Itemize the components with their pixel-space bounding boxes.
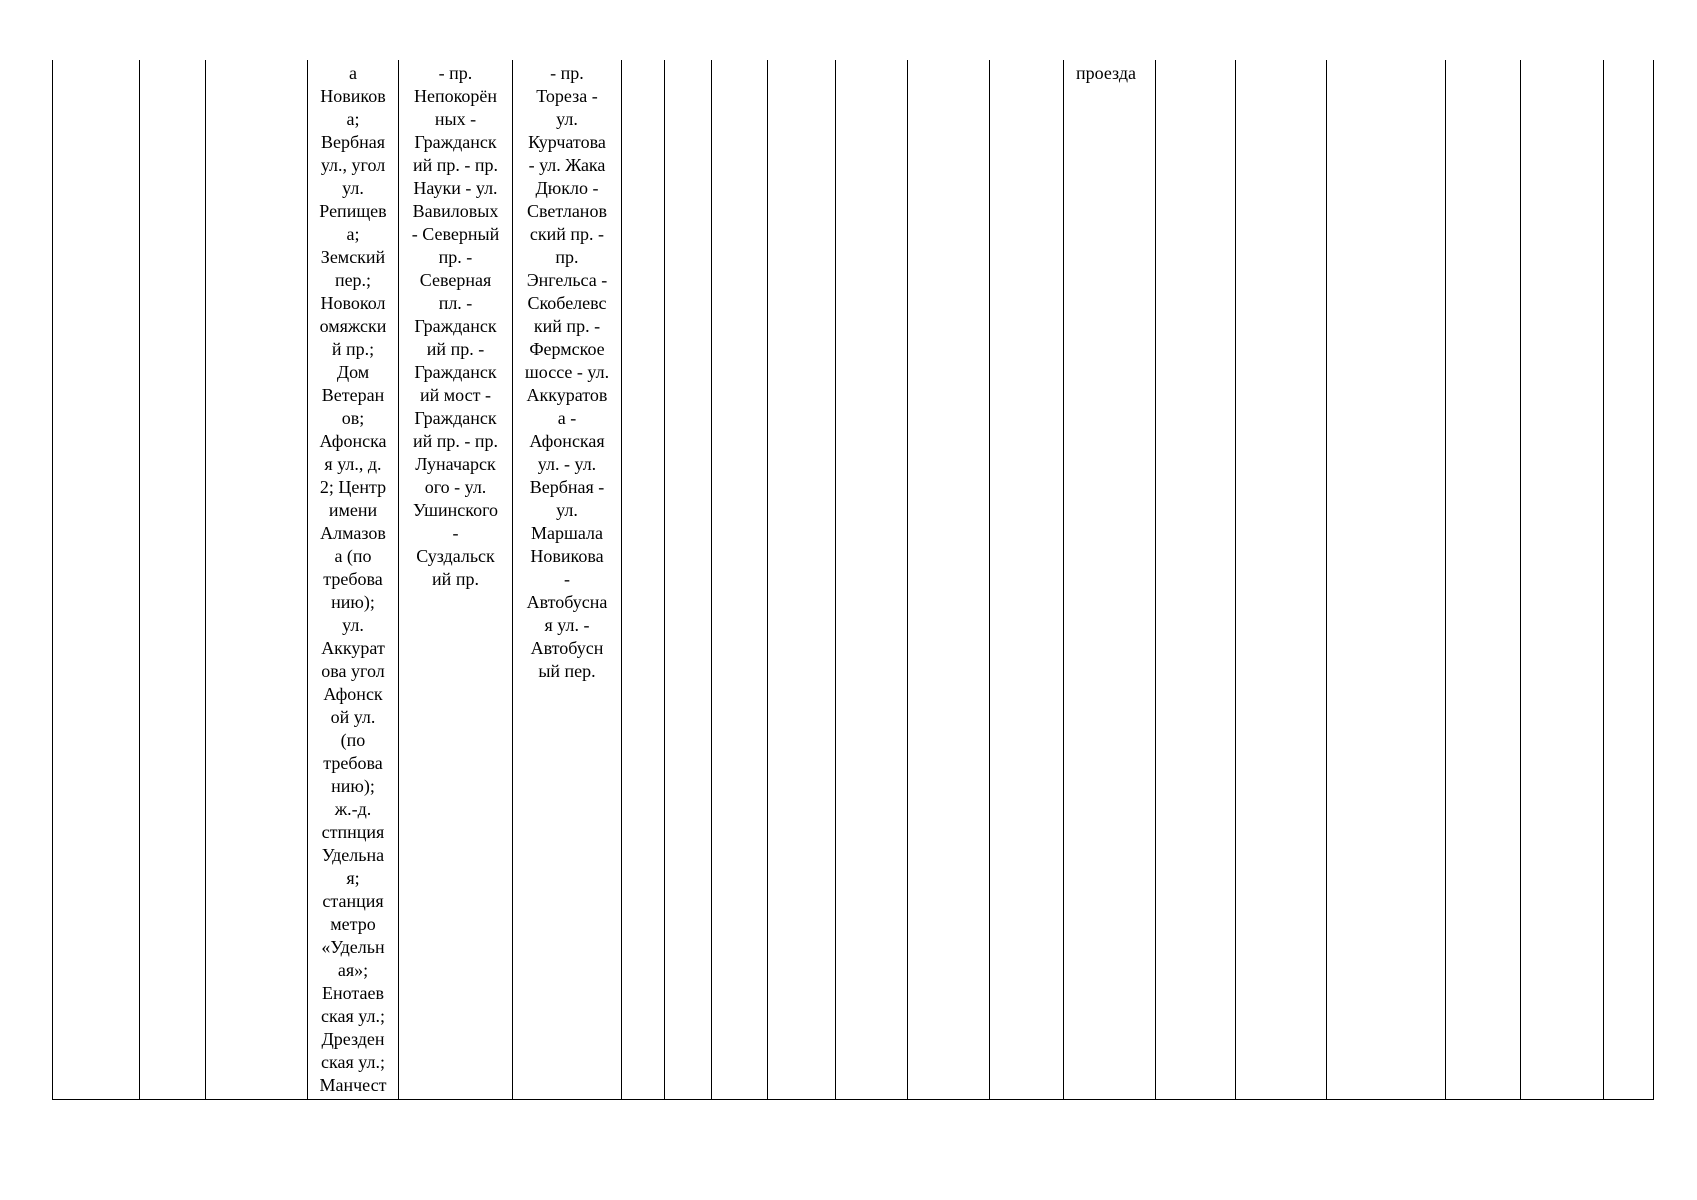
table-cell-18 [1446, 60, 1521, 1100]
fare-type-text: проезда [1076, 63, 1136, 83]
table-cell-11 [836, 60, 908, 1100]
table-row [53, 60, 1654, 1100]
route-forward-cell [399, 60, 513, 1100]
table-cell-8 [665, 60, 712, 1100]
table-cell-10 [768, 60, 836, 1100]
table-cell-7 [622, 60, 665, 1100]
stops-cell [308, 60, 399, 1100]
table-cell-3 [206, 60, 308, 1100]
route-backward-text: - пр. Тореза - ул. Курчатова - ул. Жака Дюкло - Светланов ский пр. - пр. Энгельса - Скобелевс кий пр. - Фермское шоссе - ул. Аккуратов а - Афонская ул. - ул. Вербная - ул. Маршала Новикова - Автобусна я ул. - Автобусн ый пер. [524, 63, 610, 681]
fare-type-cell [1064, 60, 1156, 1100]
table-cell-15 [1156, 60, 1236, 1100]
table-cell-12 [908, 60, 990, 1100]
table-cell-2 [140, 60, 206, 1100]
route-forward-text: - пр. Непокорён ных - Гражданск ий пр. - пр. Науки - ул. Вавиловых - Северный пр. - Северная пл. - Гражданск ий пр. - Гражданск ий мост - Гражданск ий пр. - пр. Луначарск ого - ул. Ушинского - Суздальск ий пр. [411, 63, 500, 589]
table-cell-16 [1236, 60, 1327, 1100]
table-cell-19 [1521, 60, 1604, 1100]
document-table-wrapper [52, 60, 1653, 1100]
route-backward-cell [513, 60, 622, 1100]
stops-text: а Новиков а; Вербная ул., угол ул. Репищев а; Земский пер.; Новокол омяжски й пр.; Дом Ветеран ов; Афонска я ул., д. 2; Центр имени Алмазов а (по требова нию); ул. Аккурат ова угол Афонск ой ул. (по требова нию); ж.-д. стпнция Удельна я; станция метро «Удельн ая»; Енотаев ская ул.; Дрезден ская ул.; Манчест [319, 63, 387, 1095]
table-cell-1 [53, 60, 140, 1100]
table-cell-17 [1327, 60, 1446, 1100]
table-cell-9 [712, 60, 768, 1100]
table-cell-20 [1604, 60, 1654, 1100]
table-cell-13 [990, 60, 1064, 1100]
route-table [52, 60, 1654, 1100]
